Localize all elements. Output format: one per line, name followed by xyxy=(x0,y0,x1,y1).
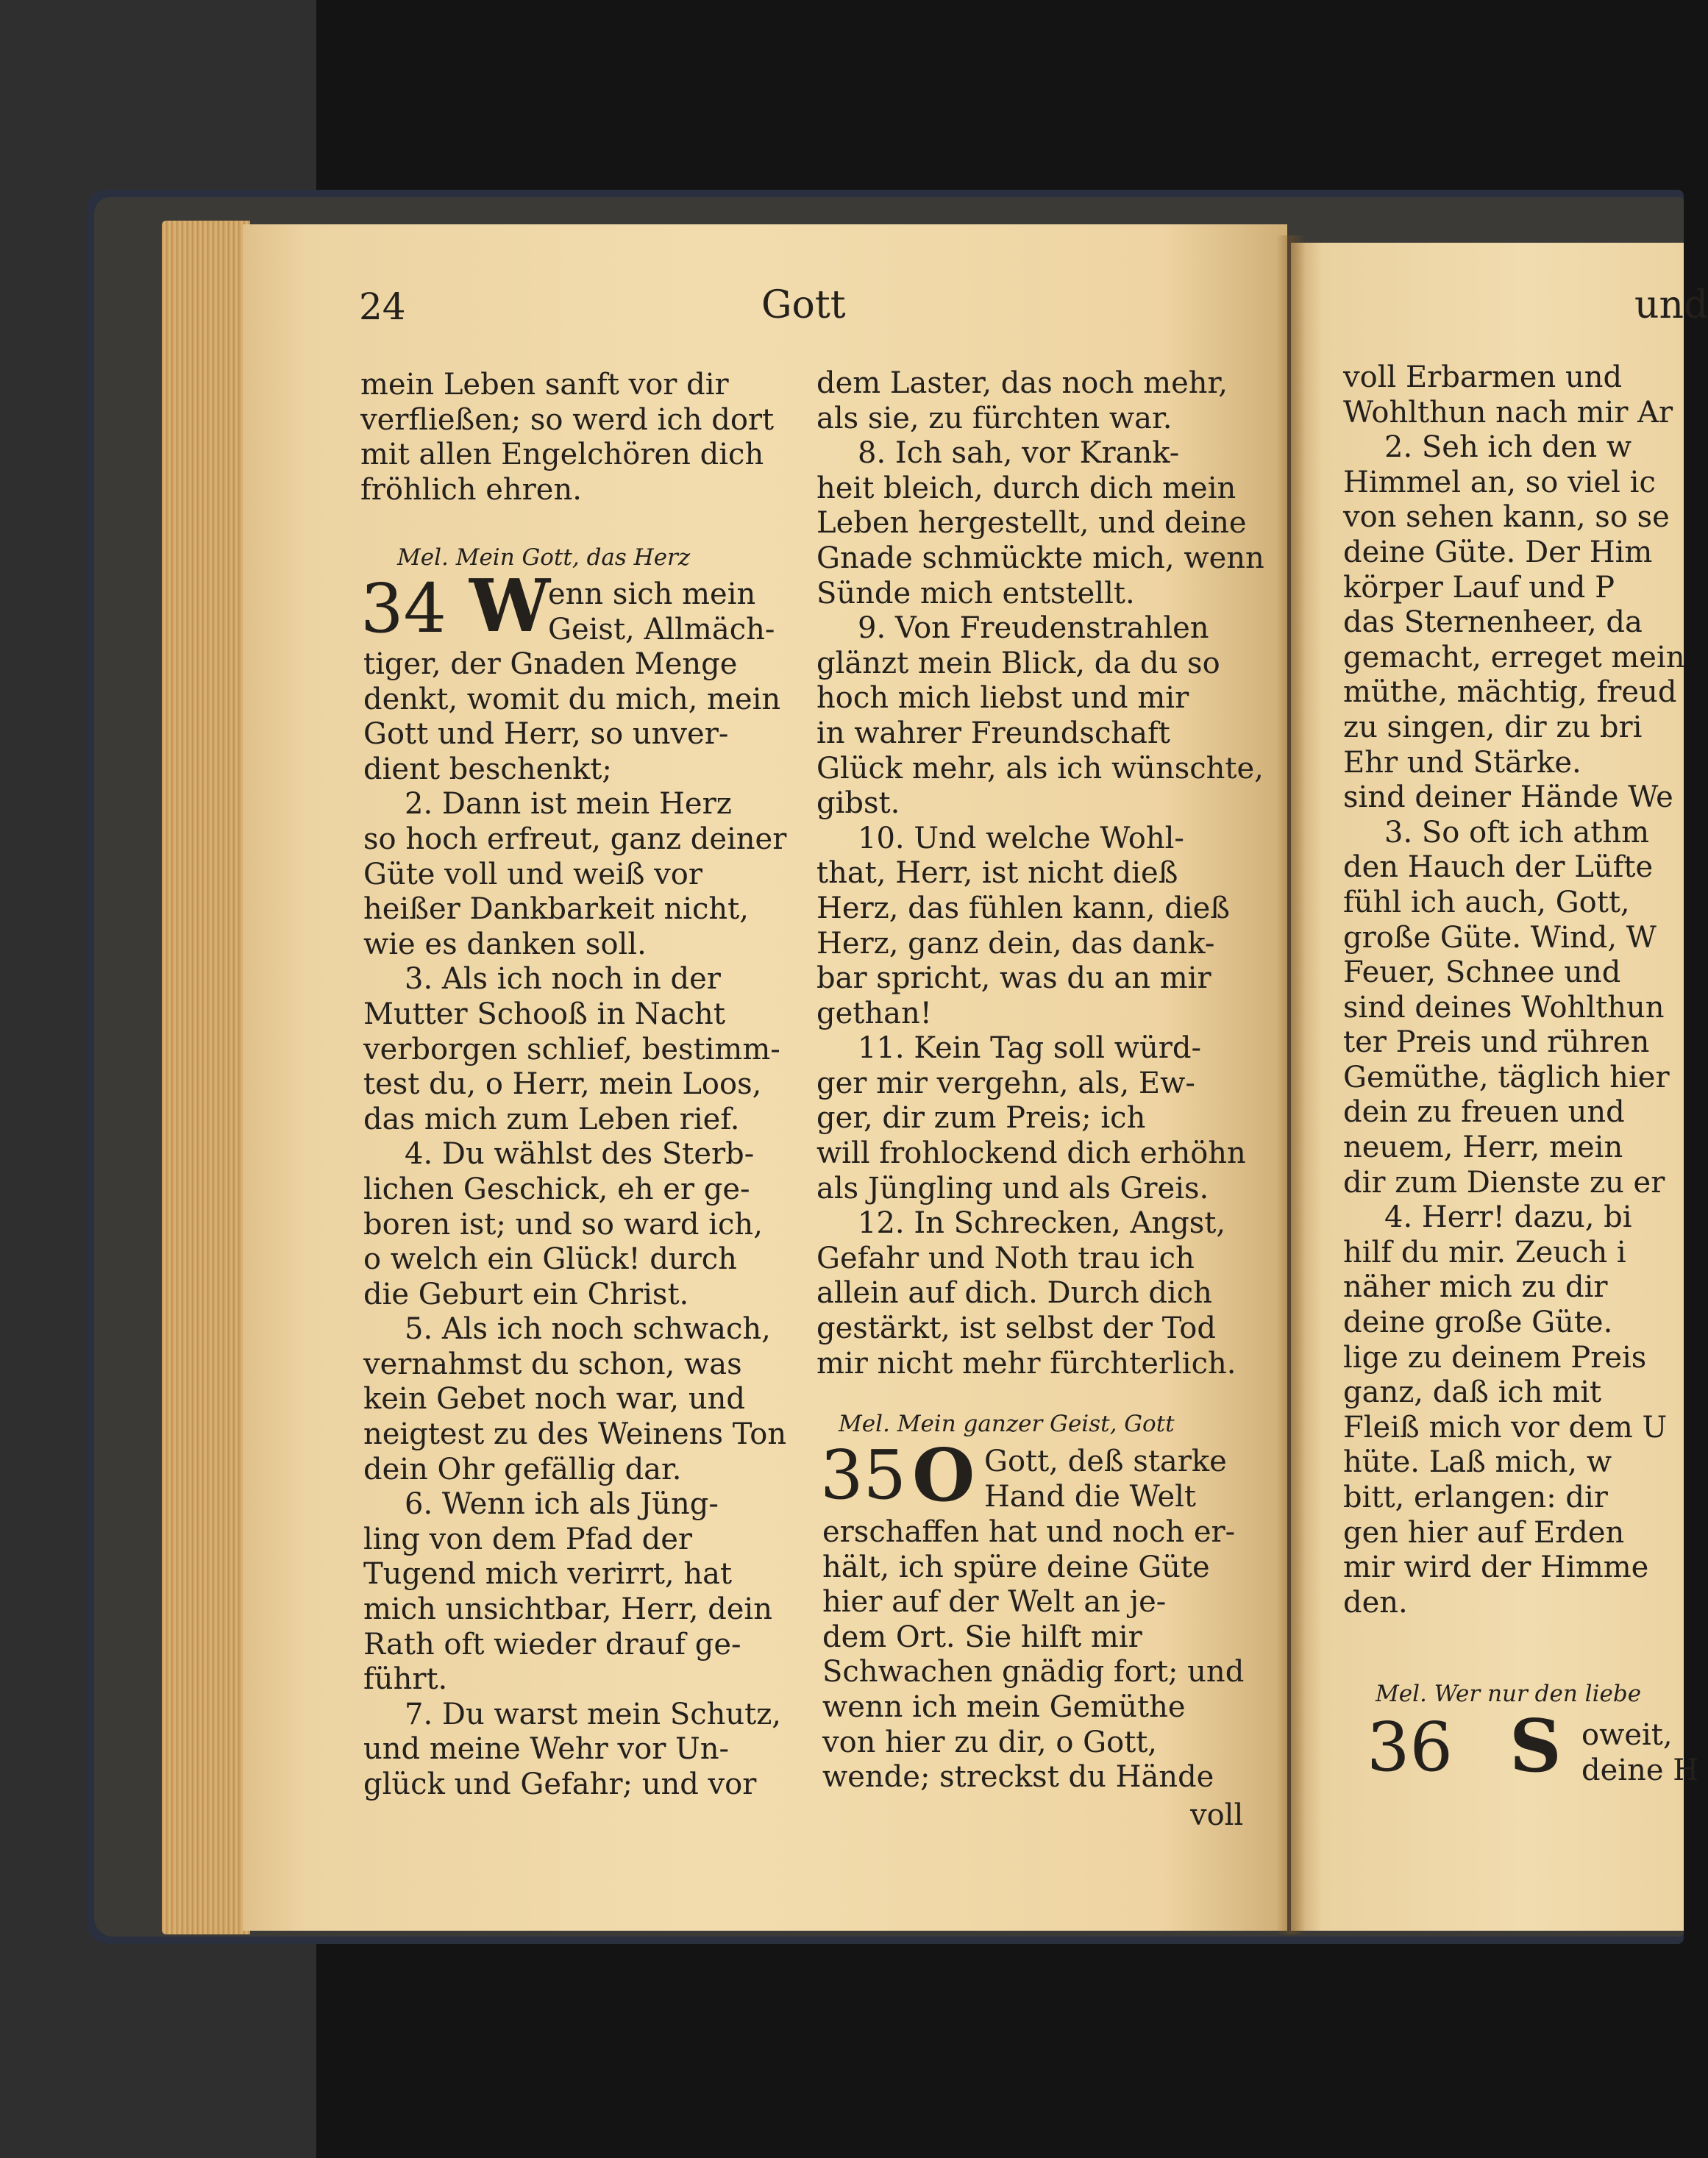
column-1-body xyxy=(363,647,786,1803)
hymn-initial-35: O xyxy=(912,1434,975,1518)
text-line: gestärkt, ist selbst der Tod xyxy=(816,1311,1216,1346)
text-line: gethan! xyxy=(816,996,932,1030)
melody-line-34: Mel. Mein Gott, das Herz xyxy=(397,544,691,571)
text-line: ter Preis und rühren xyxy=(1343,1025,1650,1060)
text-line: heit bleich, durch dich mein xyxy=(816,471,1236,505)
text-line: wenn ich mein Gemüthe xyxy=(822,1689,1186,1724)
text-line: Mutter Schooß in Nacht xyxy=(363,997,725,1031)
text-line: wende; streckst du Hände xyxy=(822,1760,1214,1795)
text-line: 4. Du wählst des Sterb- xyxy=(405,1137,755,1172)
text-line: glück und Gefahr; und vor xyxy=(363,1767,757,1801)
text-line: Herz, ganz dein, das dank- xyxy=(816,926,1215,961)
text-line: als sie, zu fürchten war. xyxy=(816,401,1173,435)
text-line: Sünde mich entstellt. xyxy=(816,576,1135,610)
text-line: 5. Als ich noch schwach, xyxy=(405,1312,771,1347)
hymn-35-first-lines xyxy=(984,1445,1227,1514)
text-line: Fleiß mich vor dem U xyxy=(1343,1410,1668,1445)
text-line: erschaffen hat und noch er- xyxy=(822,1515,1236,1549)
text-line: gibst. xyxy=(816,786,900,821)
text-line: körper Lauf und P xyxy=(1343,570,1615,605)
catchword-text: voll xyxy=(1190,1798,1244,1832)
page-header: Gott xyxy=(761,283,846,327)
text-line: so hoch erfreut, ganz deiner xyxy=(363,822,787,856)
text-line: 3. So oft ich athm xyxy=(1384,815,1650,850)
text-line: von hier zu dir, o Gott, xyxy=(822,1725,1158,1759)
text-line: bar spricht, was du an mir xyxy=(816,961,1211,996)
text-line: enn sich mein xyxy=(548,577,756,611)
text-line: 8. Ich sah, vor Krank- xyxy=(858,436,1180,471)
text-line: ganz, daß ich mit xyxy=(1343,1375,1602,1410)
text-line: 6. Wenn ich als Jüng- xyxy=(405,1487,719,1522)
text-line: Wohlthun nach mir Ar xyxy=(1343,395,1673,430)
text-line: mein Leben sanft vor dir xyxy=(360,368,729,402)
text-line: Gott und Herr, so unver- xyxy=(363,717,729,752)
text-line: neuem, Herr, mein xyxy=(1343,1130,1623,1165)
text-line: näher mich zu dir xyxy=(1343,1270,1608,1305)
text-line: kein Gebet noch war, und xyxy=(363,1382,745,1417)
text-line: will frohlockend dich erhöhn xyxy=(816,1136,1246,1171)
text-line: dein Ohr gefällig dar. xyxy=(363,1452,682,1486)
hymn-number-34: 34 xyxy=(360,569,447,648)
text-line: Geist, Allmäch- xyxy=(548,612,775,647)
text-line: das Sternenheer, da xyxy=(1343,605,1643,640)
text-line: deine Güte. Der Him xyxy=(1343,535,1653,569)
hymn-initial-36: S xyxy=(1509,1704,1562,1789)
book-gutter xyxy=(1276,235,1306,1934)
text-line: fühl ich auch, Gott, xyxy=(1343,885,1630,919)
text-line: den Hauch der Lüfte xyxy=(1343,850,1654,885)
text-line: ling von dem Pfad der xyxy=(363,1522,693,1556)
text-line: Hand die Welt xyxy=(984,1479,1196,1514)
text-line: lichen Geschick, eh er ge- xyxy=(363,1172,750,1206)
hymn-36-first-lines xyxy=(1581,1718,1698,1788)
text-line: zu singen, dir zu bri xyxy=(1343,710,1643,744)
text-line: sind deiner Hände We xyxy=(1343,780,1673,815)
right-column xyxy=(1343,360,1685,1620)
text-line: müthe, mächtig, freud xyxy=(1343,675,1677,710)
melody-line-36: Mel. Wer nur den liebe xyxy=(1376,1681,1642,1707)
text-line: als Jüngling und als Greis. xyxy=(816,1171,1209,1206)
text-line: Rath oft wieder drauf ge- xyxy=(363,1627,741,1662)
text-line: hoch mich liebst und mir xyxy=(816,681,1189,716)
text-line: 10. Und welche Wohl- xyxy=(858,821,1184,855)
text-line: hilf du mir. Zeuch i xyxy=(1343,1235,1626,1269)
text-line: 11. Kein Tag soll würd- xyxy=(858,1031,1201,1066)
text-line: Leben hergestellt, und deine xyxy=(816,506,1247,541)
text-line: Herz, das fühlen kann, dieß xyxy=(816,891,1230,925)
text-line: dir zum Dienste zu er xyxy=(1343,1165,1665,1200)
text-line: hier auf der Welt an je- xyxy=(822,1585,1167,1620)
text-line: dein zu freuen und xyxy=(1343,1095,1625,1130)
text-line: heißer Dankbarkeit nicht, xyxy=(363,892,749,927)
hymn-34-first-lines xyxy=(548,577,775,647)
column-2-body xyxy=(822,1515,1244,1795)
text-line: 7. Du warst mein Schutz, xyxy=(405,1697,782,1731)
text-line: in wahrer Freundschaft xyxy=(816,716,1170,750)
text-line: bitt, erlangen: dir xyxy=(1343,1481,1608,1514)
text-line: neigtest zu des Weinens Ton xyxy=(363,1417,787,1452)
text-line: hüte. Laß mich, w xyxy=(1343,1445,1612,1480)
text-line: Güte voll und weiß vor xyxy=(363,857,702,891)
text-line: Gefahr und Noth trau ich xyxy=(816,1241,1195,1275)
text-line: das mich zum Leben rief. xyxy=(363,1102,740,1136)
hymn-number-35: 35 xyxy=(820,1436,907,1514)
text-line: 3. Als ich noch in der xyxy=(405,962,721,997)
text-line: und meine Wehr vor Un- xyxy=(363,1732,730,1767)
text-line: 9. Von Freudenstrahlen xyxy=(858,611,1209,646)
text-line: Gnade schmückte mich, wenn xyxy=(816,541,1264,575)
catchword xyxy=(1190,1798,1243,1834)
text-line: verfließen; so werd ich dort xyxy=(360,402,775,437)
text-line: test du, o Herr, mein Loos, xyxy=(363,1067,762,1102)
text-line: voll Erbarmen und xyxy=(1343,360,1623,394)
text-line: 12. In Schrecken, Angst, xyxy=(858,1206,1226,1241)
text-line: that, Herr, ist nicht dieß xyxy=(816,856,1178,891)
text-line: Ehr und Stärke. xyxy=(1343,745,1581,780)
text-line: von sehen kann, so se xyxy=(1343,500,1670,535)
text-line: ger, dir zum Preis; ich xyxy=(816,1101,1146,1136)
text-line: vernahmst du schon, was xyxy=(363,1347,742,1381)
hymn-number-36: 36 xyxy=(1367,1708,1453,1787)
text-line: den. xyxy=(1343,1585,1408,1620)
text-line: tiger, der Gnaden Menge xyxy=(363,647,738,681)
text-line: mich unsichtbar, Herr, dein xyxy=(363,1592,772,1627)
text-line: fröhlich ehren. xyxy=(360,472,582,507)
text-line: 4. Herr! dazu, bi xyxy=(1384,1200,1632,1235)
text-line: mir wird der Himme xyxy=(1343,1550,1649,1585)
page-edges xyxy=(162,221,250,1934)
text-line: glänzt mein Blick, da du so xyxy=(816,646,1220,680)
text-line: Gemüthe, täglich hier xyxy=(1343,1060,1670,1094)
text-line: Schwachen gnädig fort; und xyxy=(822,1655,1245,1689)
right-page-header: und xyxy=(1634,283,1708,327)
column-1-top xyxy=(360,368,774,508)
text-line: Himmel an, so viel ic xyxy=(1343,465,1656,499)
melody-line-35: Mel. Mein ganzer Geist, Gott xyxy=(839,1411,1175,1437)
text-line: hält, ich spüre deine Güte xyxy=(822,1550,1210,1584)
text-line: mit allen Engelchören dich xyxy=(360,438,764,472)
text-line: verborgen schlief, bestimm- xyxy=(363,1032,780,1066)
column-2-top xyxy=(816,366,1264,1381)
text-line: die Geburt ein Christ. xyxy=(363,1277,689,1311)
text-line: Feuer, Schnee und xyxy=(1343,955,1621,990)
text-line: o welch ein Glück! durch xyxy=(363,1242,737,1277)
text-line: boren ist; und so ward ich, xyxy=(363,1207,763,1242)
text-line: große Güte. Wind, W xyxy=(1343,920,1657,955)
text-line: wie es danken soll. xyxy=(363,927,647,961)
text-line: dem Laster, das noch mehr, xyxy=(816,366,1228,400)
text-line: 2. Seh ich den w xyxy=(1384,430,1632,465)
text-line: deine große Güte. xyxy=(1343,1306,1613,1340)
text-line: führt. xyxy=(363,1662,448,1697)
text-line: Gott, deß starke xyxy=(984,1445,1227,1478)
text-line: mir nicht mehr fürchterlich. xyxy=(816,1346,1236,1381)
text-line: Tugend mich verirrt, hat xyxy=(363,1557,733,1592)
text-line: Glück mehr, als ich wünschte, xyxy=(816,751,1264,786)
text-line: deine H xyxy=(1581,1753,1699,1787)
text-line: dient beschenkt; xyxy=(363,752,612,786)
text-line: ger mir vergehn, als, Ew- xyxy=(816,1066,1195,1100)
text-line: lige zu deinem Preis xyxy=(1343,1340,1647,1375)
text-line: denkt, womit du mich, mein xyxy=(363,682,781,716)
hymn-initial-34: W xyxy=(469,564,551,649)
text-line: sind deines Wohlthun xyxy=(1343,990,1665,1025)
page-number: 24 xyxy=(359,285,406,328)
text-line: allein auf dich. Durch dich xyxy=(816,1276,1212,1311)
text-line: oweit, xyxy=(1581,1718,1673,1752)
text-line: 2. Dann ist mein Herz xyxy=(405,787,732,822)
text-line: dem Ort. Sie hilft mir xyxy=(822,1620,1142,1654)
text-line: gemacht, erreget mein xyxy=(1343,640,1685,674)
text-line: gen hier auf Erden xyxy=(1343,1515,1625,1550)
